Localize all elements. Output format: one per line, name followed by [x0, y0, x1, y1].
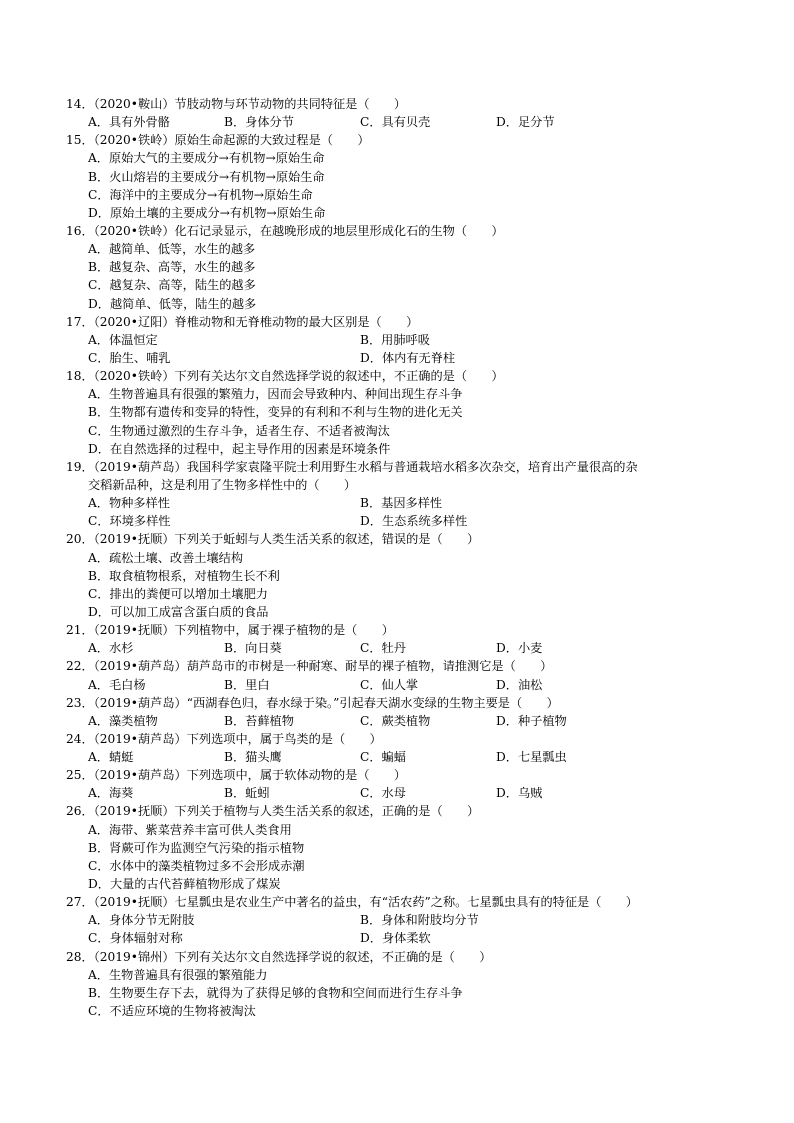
options-row — [66, 349, 746, 367]
question-stem: 15．（2020•铁岭）原始生命起源的大致过程是（ ） — [66, 133, 370, 148]
options-row — [66, 712, 746, 730]
question-stem-continued: 交稻新品种，这是利用了生物多样性中的（ ） — [88, 477, 357, 492]
answer-option[interactable]: A．毛白杨 — [88, 677, 146, 692]
answer-option[interactable]: A．生物普遍具有很强的繁殖能力 — [88, 967, 268, 982]
question-item — [66, 367, 746, 458]
answer-option[interactable]: D．七星瓢虫 — [496, 750, 567, 765]
question-item — [66, 657, 746, 693]
answer-option[interactable]: C．牡丹 — [360, 641, 406, 656]
answer-option[interactable]: D．油松 — [496, 677, 543, 692]
answer-option[interactable]: B．基因多样性 — [360, 496, 443, 511]
answer-option[interactable]: D．种子植物 — [496, 713, 567, 728]
answer-option[interactable]: B．生物要生存下去，就得为了获得足够的食物和空间而进行生存斗争 — [88, 985, 463, 1000]
question-stem: 20．（2019•抚顺）下列关于蚯蚓与人类生活关系的叙述，错误的是（ ） — [66, 532, 480, 547]
answer-option[interactable]: C．不适应环境的生物将被淘汰 — [88, 1004, 256, 1019]
options-row — [66, 440, 746, 458]
options-row — [66, 567, 746, 585]
options-row — [66, 676, 746, 694]
answer-option[interactable]: C．水体中的藻类植物过多不会形成赤潮 — [88, 858, 305, 873]
answer-option[interactable]: D．身体柔软 — [360, 931, 431, 946]
answer-option[interactable]: D．原始土壤的主要成分→有机物→原始生命 — [88, 205, 326, 220]
question-stem: 28．（2019•锦州）下列有关达尔文自然选择学说的叙述，不正确的是（ ） — [66, 949, 492, 964]
question-item — [66, 458, 746, 531]
question-item — [66, 893, 746, 947]
answer-option[interactable]: B．身体分节 — [224, 115, 294, 130]
question-stem: 24．（2019•葫芦岛）下列选项中，属于鸟类的是（ ） — [66, 731, 382, 746]
options-row — [66, 911, 746, 929]
options-row — [66, 494, 746, 512]
question-item — [66, 222, 746, 313]
answer-option[interactable]: B．生物都有遗传和变异的特性，变异的有利和不利与生物的进化无关 — [88, 405, 463, 420]
question-item — [66, 530, 746, 621]
answer-option[interactable]: A．身体分节无附肢 — [88, 913, 195, 928]
answer-option[interactable]: A．海葵 — [88, 786, 134, 801]
options-row — [66, 186, 746, 204]
answer-option[interactable]: B．越复杂、高等，水生的越多 — [88, 260, 256, 275]
question-stem: 18．（2020•铁岭）下列有关达尔文自然选择学说的叙述中，不正确的是（ ） — [66, 369, 504, 384]
options-row — [66, 839, 746, 857]
answer-option[interactable]: B．苔藓植物 — [224, 713, 294, 728]
answer-option[interactable]: D．在自然选择的过程中，起主导作用的因素是环境条件 — [88, 441, 391, 456]
options-row — [66, 331, 746, 349]
question-item — [66, 694, 746, 730]
answer-option[interactable]: B．火山熔岩的主要成分→有机物→原始生命 — [88, 169, 325, 184]
options-row — [66, 512, 746, 530]
options-row — [66, 821, 746, 839]
options-row — [66, 149, 746, 167]
question-stem: 16．（2020•铁岭）化石记录显示，在越晚形成的地层里形成化石的生物（ ） — [66, 223, 504, 238]
question-stem: 19．（2019•葫芦岛）我国科学家袁隆平院士利用野生水稻与普通栽培水稻多次杂交，培育出产量很高的杂 — [66, 459, 638, 474]
options-row — [66, 748, 746, 766]
question-item — [66, 313, 746, 367]
answer-option[interactable]: C．水母 — [360, 786, 406, 801]
answer-option[interactable]: A．体温恒定 — [88, 332, 158, 347]
options-row — [66, 784, 746, 802]
answer-option[interactable]: A．藻类植物 — [88, 713, 158, 728]
question-item — [66, 131, 746, 222]
answer-option[interactable]: A．生物普遍具有很强的繁殖力，因而会导致种内、种间出现生存斗争 — [88, 387, 463, 402]
answer-option[interactable]: C．身体辐射对称 — [88, 931, 183, 946]
options-row — [66, 639, 746, 657]
question-item — [66, 802, 746, 893]
answer-option[interactable]: C．生物通过激烈的生存斗争，适者生存、不适者被淘汰 — [88, 423, 390, 438]
question-item — [66, 730, 746, 766]
answer-option[interactable]: D．体内有无脊柱 — [360, 350, 456, 365]
options-row — [66, 204, 746, 222]
options-row — [66, 875, 746, 893]
options-row — [66, 585, 746, 603]
answer-option[interactable]: D．生态系统多样性 — [360, 514, 468, 529]
question-stem: 21．（2019•抚顺）下列植物中，属于裸子植物的是（ ） — [66, 623, 394, 638]
answer-option[interactable]: D．可以加工成富含蛋白质的食品 — [88, 604, 269, 619]
question-item — [66, 766, 746, 802]
question-item — [66, 95, 746, 131]
question-stem: 27．（2019•抚顺）七星瓢虫是农业生产中著名的益虫，有“活农药”之称。七星瓢虫具有的特征是（ ） — [66, 895, 638, 910]
question-stem: 26．（2019•抚顺）下列关于植物与人类生活关系的叙述，正确的是（ ） — [66, 804, 480, 819]
answer-option[interactable]: D．足分节 — [496, 115, 555, 130]
answer-option[interactable]: B．向日葵 — [224, 641, 282, 656]
answer-option[interactable]: B．用肺呼吸 — [360, 332, 430, 347]
question-stem: 25．（2019•葫芦岛）下列选项中，属于软体动物的是（ ） — [66, 768, 407, 783]
answer-option[interactable]: C．海洋中的主要成分→有机物→原始生命 — [88, 187, 313, 202]
options-row — [66, 929, 746, 947]
options-row — [66, 857, 746, 875]
answer-option[interactable]: B．身体和附肢均分节 — [360, 913, 479, 928]
answer-option[interactable]: C．具有贝壳 — [360, 115, 431, 130]
answer-option[interactable]: B．猫头鹰 — [224, 750, 282, 765]
answer-option[interactable]: C．仙人掌 — [360, 677, 419, 692]
question-stem: 23．（2019•葫芦岛）“西湖春色归，春水绿于染。”引起春天湖水变绿的生物主要是（ ） — [66, 695, 559, 710]
answer-option[interactable]: D．大量的古代苔藓植物形成了煤炭 — [88, 877, 281, 892]
options-row — [66, 295, 746, 313]
options-row — [66, 984, 746, 1002]
question-stem: 17．（2020•辽阳）脊椎动物和无脊椎动物的最大区别是（ ） — [66, 314, 419, 329]
answer-option[interactable]: D．越简单、低等，陆生的越多 — [88, 296, 257, 311]
answer-option[interactable]: C．蝙蝠 — [360, 750, 406, 765]
options-row — [66, 240, 746, 258]
options-row — [66, 1002, 746, 1020]
options-row — [66, 276, 746, 294]
answer-option[interactable]: A．越简单、低等，水生的越多 — [88, 242, 256, 257]
options-row — [66, 113, 746, 131]
answer-option[interactable]: A．水杉 — [88, 641, 134, 656]
question-item — [66, 621, 746, 657]
question-list — [66, 95, 746, 1020]
options-row — [66, 966, 746, 984]
question-stem: 14．（2020•鞍山）节肢动物与环节动物的共同特征是（ ） — [66, 97, 407, 111]
options-row — [66, 549, 746, 567]
options-row — [66, 168, 746, 186]
answer-option[interactable]: C．蕨类植物 — [360, 713, 431, 728]
options-row — [66, 385, 746, 403]
answer-option[interactable]: B．取食植物根系，对植物生长不利 — [88, 568, 280, 583]
answer-option[interactable]: B．蚯蚓 — [224, 786, 270, 801]
options-row — [66, 422, 746, 440]
answer-option[interactable]: A．原始大气的主要成分→有机物→原始生命 — [88, 151, 325, 166]
answer-option[interactable]: A．海带、紫菜营养丰富可供人类食用 — [88, 822, 292, 837]
answer-option[interactable]: B．肾蕨可作为监测空气污染的指示植物 — [88, 840, 305, 855]
answer-option[interactable]: D．乌贼 — [496, 786, 543, 801]
answer-option[interactable]: C．排出的粪便可以增加土壤肥力 — [88, 586, 268, 601]
options-row — [66, 403, 746, 421]
answer-option[interactable]: C．胎生、哺乳 — [88, 350, 171, 365]
answer-option[interactable]: A．物种多样性 — [88, 496, 170, 511]
question-item — [66, 948, 746, 1021]
answer-option[interactable]: A．蜻蜓 — [88, 750, 134, 765]
options-row — [66, 603, 746, 621]
options-row — [66, 258, 746, 276]
answer-option[interactable]: A．疏松土壤、改善土壤结构 — [88, 550, 244, 565]
answer-option[interactable]: B．里白 — [224, 677, 270, 692]
answer-option[interactable]: A．具有外骨骼 — [88, 115, 170, 130]
answer-option[interactable]: C．环境多样性 — [88, 514, 171, 529]
answer-option[interactable]: D．小麦 — [496, 641, 543, 656]
question-stem: 22．（2019•葫芦岛）葫芦岛市的市树是一种耐寒、耐旱的裸子植物，请推测它是（ ） — [66, 659, 553, 674]
answer-option[interactable]: C．越复杂、高等，陆生的越多 — [88, 278, 256, 293]
